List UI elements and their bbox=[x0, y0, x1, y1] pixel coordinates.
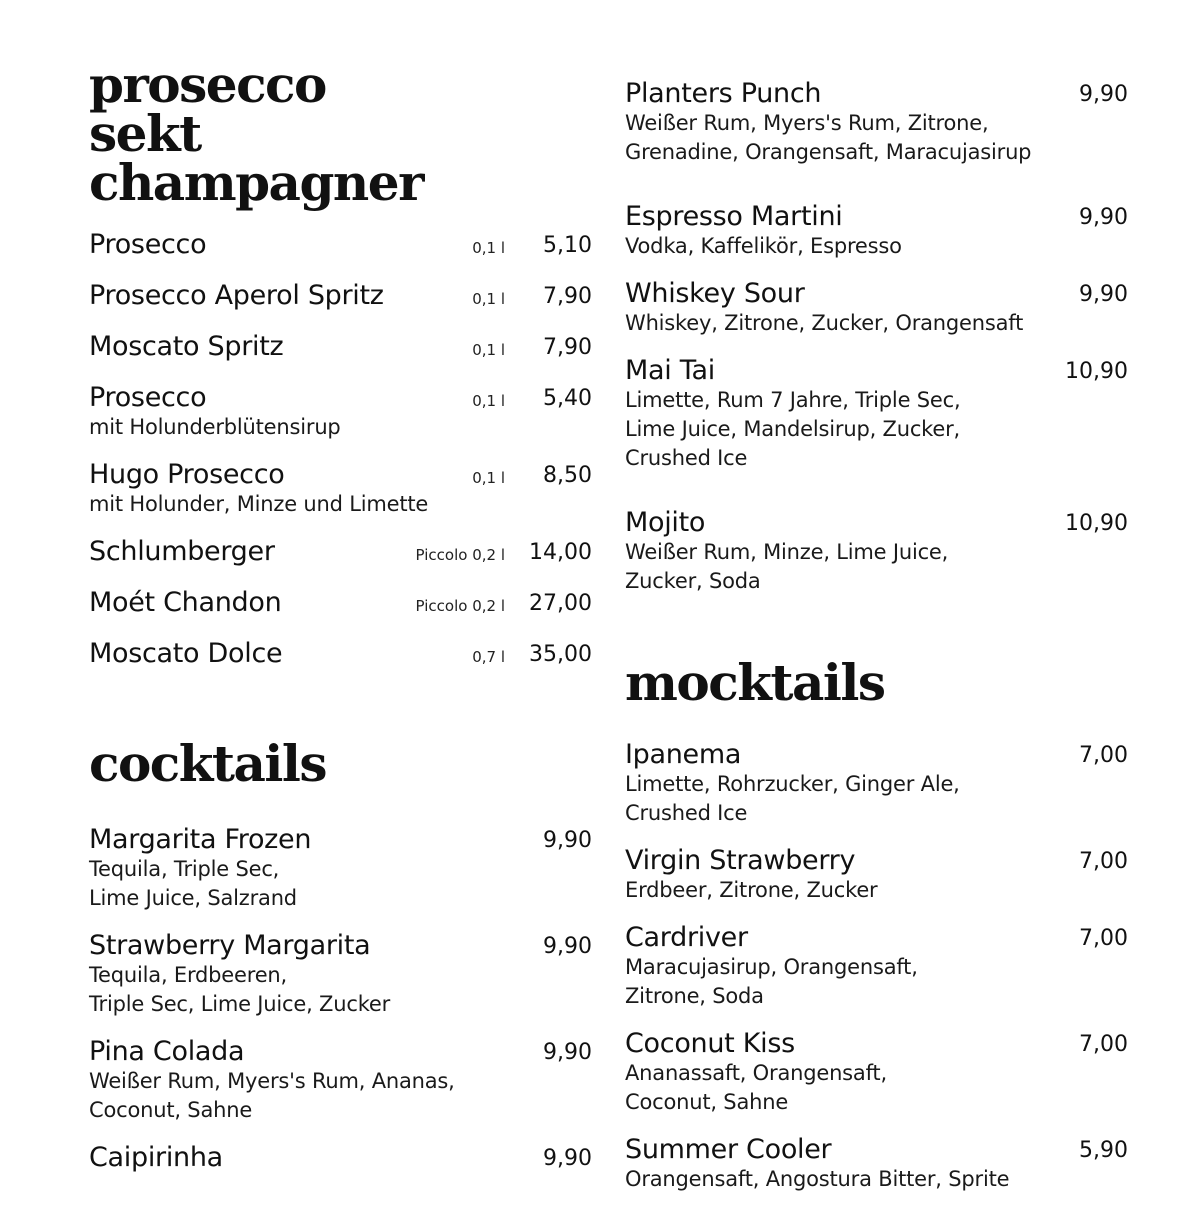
item-name: Moscato Spritz bbox=[89, 331, 284, 362]
left-column bbox=[89, 55, 595, 1173]
item-description-line: Triple Sec, Lime Juice, Zucker bbox=[89, 992, 391, 1016]
item-size: Piccolo 0,2 l bbox=[415, 597, 505, 615]
item-price: 9,90 bbox=[1079, 282, 1128, 307]
item-name: Pina Colada bbox=[89, 1036, 245, 1067]
item-description-line: Zitrone, Soda bbox=[625, 984, 764, 1008]
item-name: Caipirinha bbox=[89, 1142, 223, 1173]
menu-item bbox=[89, 536, 595, 567]
item-name: Ipanema bbox=[625, 739, 742, 770]
item-name: Moét Chandon bbox=[89, 587, 282, 618]
item-description-line: Lime Juice, Salzrand bbox=[89, 886, 297, 910]
item-size: 0,1 l bbox=[472, 239, 505, 257]
menu-item bbox=[89, 587, 595, 618]
menu-item bbox=[89, 382, 595, 442]
item-description-line: Coconut, Sahne bbox=[625, 1090, 789, 1114]
menu-item bbox=[625, 1028, 1131, 1117]
item-size: 0,1 l bbox=[472, 290, 505, 308]
item-description: mit Holunder, Minze und Limette bbox=[89, 492, 429, 516]
item-name: Coconut Kiss bbox=[625, 1028, 795, 1059]
menu-item bbox=[625, 845, 1131, 905]
item-name: Virgin Strawberry bbox=[625, 845, 856, 876]
menu-item bbox=[625, 201, 1131, 261]
item-name: Prosecco Aperol Spritz bbox=[89, 280, 384, 311]
menu-item bbox=[89, 824, 595, 913]
heading-line: champagner bbox=[89, 153, 423, 212]
item-size: 0,1 l bbox=[472, 392, 505, 410]
item-description-line: Whiskey, Zitrone, Zucker, Orangensaft bbox=[625, 311, 1024, 335]
menu-item bbox=[625, 507, 1131, 596]
item-size: 0,1 l bbox=[472, 469, 505, 487]
item-price: 9,90 bbox=[543, 828, 592, 853]
item-price: 5,40 bbox=[543, 386, 592, 411]
menu-item bbox=[625, 278, 1131, 338]
item-description-line: Orangensaft, Angostura Bitter, Sprite bbox=[625, 1167, 1010, 1191]
item-description-line: Coconut, Sahne bbox=[89, 1098, 253, 1122]
item-price: 9,90 bbox=[543, 1040, 592, 1065]
item-description-line: Vodka, Kaffelikör, Espresso bbox=[625, 234, 902, 258]
menu-item bbox=[89, 459, 595, 519]
item-price: 7,90 bbox=[543, 284, 592, 309]
item-description-line: Maracujasirup, Orangensaft, bbox=[625, 955, 918, 979]
right-column bbox=[625, 78, 1131, 1211]
menu-item bbox=[625, 78, 1131, 167]
item-size: 0,7 l bbox=[472, 648, 505, 666]
item-price: 7,00 bbox=[1079, 926, 1128, 951]
item-name: Planters Punch bbox=[625, 78, 822, 109]
item-description-line: Tequila, Triple Sec, bbox=[89, 857, 280, 881]
item-size: Piccolo 0,2 l bbox=[415, 546, 505, 564]
menu-item bbox=[625, 922, 1131, 1011]
item-price: 7,00 bbox=[1079, 849, 1128, 874]
menu-item bbox=[89, 1036, 595, 1125]
item-description-line: Weißer Rum, Myers's Rum, Zitrone, bbox=[625, 111, 989, 135]
item-size: 0,1 l bbox=[472, 341, 505, 359]
menu-item bbox=[89, 1142, 595, 1173]
item-description-line: Crushed Ice bbox=[625, 446, 748, 470]
cocktails-heading: cocktails bbox=[89, 734, 327, 793]
heading-line: prosecco bbox=[89, 55, 326, 114]
item-price: 9,90 bbox=[543, 1146, 592, 1171]
item-price: 9,90 bbox=[543, 934, 592, 959]
item-description-line: Tequila, Erdbeeren, bbox=[89, 963, 288, 987]
item-name: Mojito bbox=[625, 507, 706, 538]
item-description-line: Weißer Rum, Minze, Lime Juice, bbox=[625, 540, 949, 564]
item-description-line: Erdbeer, Zitrone, Zucker bbox=[625, 878, 878, 902]
menu-item bbox=[89, 331, 595, 362]
item-price: 9,90 bbox=[1079, 82, 1128, 107]
item-description: mit Holunderblütensirup bbox=[89, 415, 341, 439]
menu-item bbox=[89, 638, 595, 669]
item-name: Schlumberger bbox=[89, 536, 275, 567]
menu-item bbox=[89, 280, 595, 311]
menu-item bbox=[625, 355, 1131, 473]
item-description-line: Lime Juice, Mandelsirup, Zucker, bbox=[625, 417, 961, 441]
item-price: 27,00 bbox=[529, 591, 592, 616]
item-price: 7,00 bbox=[1079, 743, 1128, 768]
item-name: Prosecco bbox=[89, 382, 207, 413]
menu-item bbox=[89, 229, 595, 260]
item-price: 8,50 bbox=[543, 463, 592, 488]
item-description-line: Ananassaft, Orangensaft, bbox=[625, 1061, 887, 1085]
item-description-line: Limette, Rohrzucker, Ginger Ale, bbox=[625, 772, 960, 796]
item-name: Hugo Prosecco bbox=[89, 459, 285, 490]
item-price: 9,90 bbox=[1079, 205, 1128, 230]
item-price: 14,00 bbox=[529, 540, 592, 565]
item-price: 7,90 bbox=[543, 335, 592, 360]
item-name: Strawberry Margarita bbox=[89, 930, 371, 961]
item-name: Summer Cooler bbox=[625, 1134, 832, 1165]
menu-item bbox=[625, 739, 1131, 828]
item-price: 35,00 bbox=[529, 642, 592, 667]
item-price: 5,90 bbox=[1079, 1138, 1128, 1163]
menu-item bbox=[625, 1134, 1131, 1194]
mocktails-heading: mocktails bbox=[625, 653, 885, 712]
item-name: Cardriver bbox=[625, 922, 748, 953]
item-price: 10,90 bbox=[1065, 359, 1128, 384]
item-name: Margarita Frozen bbox=[89, 824, 312, 855]
item-description-line: Crushed Ice bbox=[625, 801, 748, 825]
item-description-line: Limette, Rum 7 Jahre, Triple Sec, bbox=[625, 388, 961, 412]
item-price: 10,90 bbox=[1065, 511, 1128, 536]
heading-line: sekt bbox=[89, 104, 201, 163]
item-description-line: Weißer Rum, Myers's Rum, Ananas, bbox=[89, 1069, 455, 1093]
item-price: 7,00 bbox=[1079, 1032, 1128, 1057]
item-name: Prosecco bbox=[89, 229, 207, 260]
item-name: Moscato Dolce bbox=[89, 638, 283, 669]
item-name: Whiskey Sour bbox=[625, 278, 805, 309]
item-description-line: Zucker, Soda bbox=[625, 569, 761, 593]
sparkling-heading bbox=[89, 55, 595, 212]
item-name: Espresso Martini bbox=[625, 201, 843, 232]
item-price: 5,10 bbox=[543, 233, 592, 258]
item-name: Mai Tai bbox=[625, 355, 715, 386]
item-description-line: Grenadine, Orangensaft, Maracujasirup bbox=[625, 140, 1032, 164]
menu-item bbox=[89, 930, 595, 1019]
